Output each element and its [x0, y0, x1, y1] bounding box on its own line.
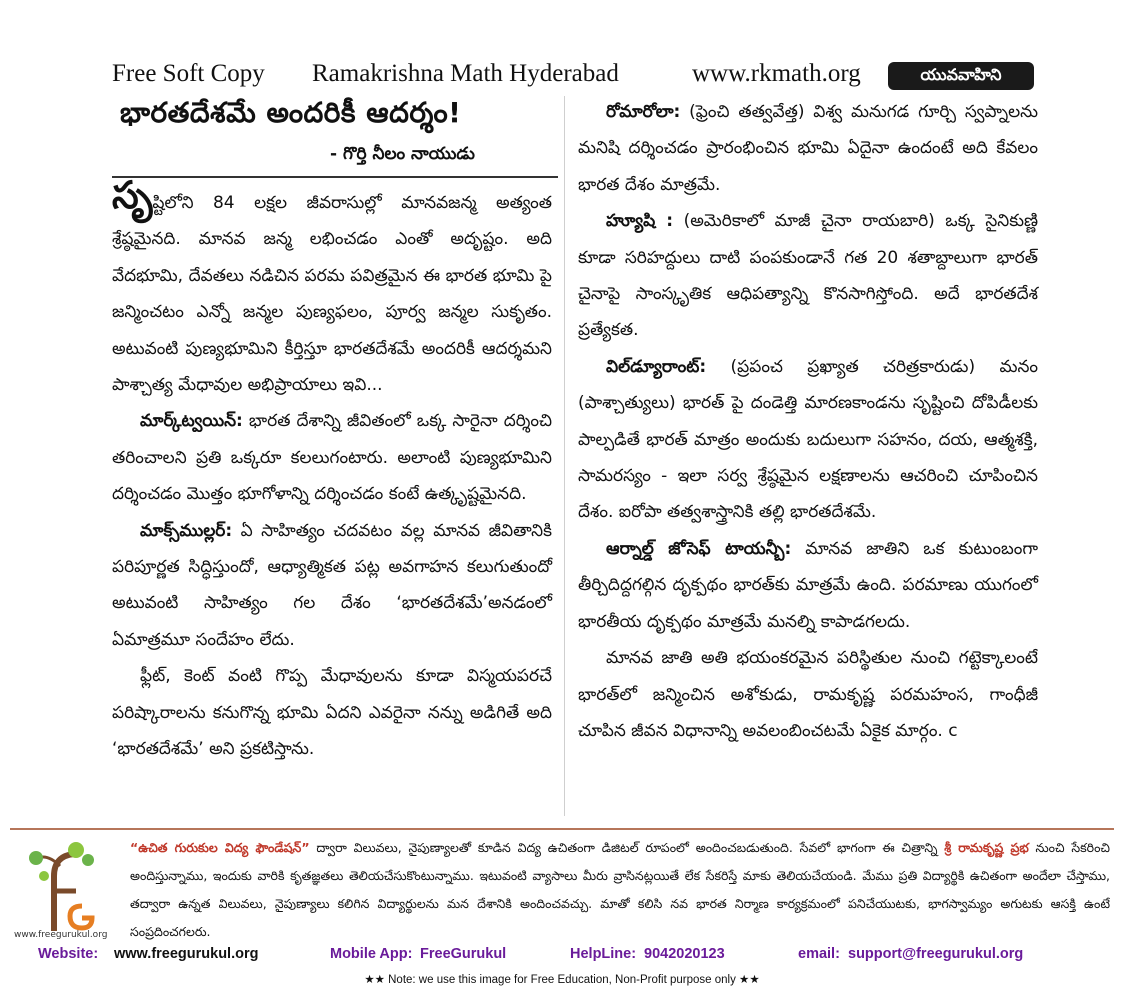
title-divider — [112, 176, 558, 178]
app-link[interactable]: FreeGurukul — [420, 946, 507, 962]
column-divider — [564, 96, 565, 816]
email-link[interactable]: support@freegurukul.org — [848, 946, 1024, 962]
paragraph-max-muller: మాక్స్‌ముల్లర్: ఏ సాహిత్యం చదవటం వల్ల మానవ జీవితానికి పరిపూర్ణత సిద్ధిస్తుందో, ఆధ్యాత్మికత పట్ల అవగాహన కలుగుతుందో అటువంటి సాహిత్యం గల దేశం ‘భారతదేశమే’అనడంలో ఏమాత్రమూ సందేహం లేదు. — [112, 520, 552, 650]
email-label: email: — [798, 946, 840, 962]
header-free-soft-copy: Free Soft Copy — [112, 60, 265, 87]
contact-bar — [0, 946, 1124, 970]
paragraph-intro: సృష్టిలోని 84 లక్షల జీవరాసుల్లో మానవజన్మ అత్యంత శ్రేష్ఠమైనది. మానవ జన్మ లభించడం ఎంతో అదృష్టం. అది వేదభూమి, దేవతలు నడిచిన పరమ పవిత్రమైన ఈ భారత భూమి పై జన్మించటం ఎన్నో జన్మల పుణ్యఫలం, పూర్వ జన్మల సుకృతం. అటువంటి పుణ్యభూమిని కీర్తిస్తూ భారతదేశమే అందరికీ ఆదర్శమని పాశ్చాత్య మేధావుల అభిప్రాయాలు ఇవి... — [112, 173, 552, 396]
header-url[interactable]: www.rkmath.org — [692, 60, 861, 87]
paragraph-hu-shih: హ్యూషి : (అమెరికాలో మాజీ చైనా రాయబారి) ఒక్క సైనికుణ్ణి కూడా సరిహద్దులు దాటి పంపకుండానే గత 20 శతాబ్దాలుగా భారత్ చైనాపై సాంస్కృతిక ఆధిపత్యాన్ని కొనసాగిస్తోంది. అదే భారతదేశ ప్రత్యేకత. — [578, 211, 1038, 341]
helpline-number[interactable]: 9042020123 — [644, 946, 725, 962]
source-name: శ్రీ రామకృష్ణ ప్రభ — [944, 840, 1029, 855]
website-label: Website: — [38, 946, 99, 962]
article-left-column — [112, 173, 552, 768]
article-right-column — [578, 94, 1038, 749]
section-badge: యువవాహిని — [888, 62, 1034, 90]
quote-name: రోమారోలా: — [606, 102, 681, 122]
article-title: భారతదేశమే అందరికీ ఆదర్శం! — [120, 96, 462, 129]
paragraph-romain-rolland: రోమారోలా: (ఫ్రెంచి తత్వవేత్త) విశ్వ మనుగడ గూర్చి స్వప్నాలను మనిషి దర్శించడం ప్రారంభించిన భూమి ఏదైనా ఉందంటే అది కేవలం భారత దేశం మాత్రమే. — [578, 102, 1038, 195]
foundation-name: “ఉచిత గురుకుల విద్య ఫౌండేషన్” — [130, 840, 310, 855]
article-author: - గొర్తి నీలం నాయుడు — [330, 144, 475, 164]
page-header — [0, 58, 1124, 92]
paragraph-mark-twain: మార్క్‌ట్వయిన్: భారత దేశాన్ని జీవితంలో ఒక్క సారైనా దర్శించి తరించాలని ప్రతి ఒక్కరూ కలలుగంటారు. అలాంటి పుణ్యభూమిని దర్శించడం మొత్తం భూగోళాన్ని దర్శించడం కంటే ఉత్కృష్టమైనది. — [112, 411, 552, 505]
quote-name: మాక్స్‌ముల్లర్: — [140, 520, 233, 541]
header-org-name: Ramakrishna Math Hyderabad — [312, 60, 619, 87]
website-link[interactable]: www.freegurukul.org — [114, 946, 259, 962]
footer-divider — [10, 828, 1114, 830]
quote-name: హ్యూషి : — [606, 211, 674, 232]
usage-note: ★★ Note: we use this image for Free Education, Non-Profit purpose only ★★ — [364, 974, 760, 986]
helpline-label: HelpLine: — [570, 946, 637, 962]
paragraph-fleet-kent: ఫ్లీట్, కెంట్ వంటి గొప్ప మేధావులను కూడా విస్మయపరచే పరిష్కారాలను కనుగొన్న భూమి ఏదని ఎవరైనా నన్ను అడిగితే అది ‘భారతదేశమే’ అని ప్రకటిస్తాను. — [112, 666, 552, 760]
foundation-notice: “ఉచిత గురుకుల విద్య ఫౌండేషన్” ద్వారా విలువలు, నైపుణ్యాలతో కూడిన విద్య ఉచితంగా డిజిటల్ రూపంలో అందించబడుతుంది. సేవలో భాగంగా ఈ చిత్రాన్ని శ్రీ రామకృష్ణ ప్రభ నుంచి సేకరించి అందిస్తున్నాము, ఇందుకు వారికి కృతజ్ఞతలు తెలియచేసుకొంటున్నాము. ఇటువంటి వ్యాసాలు మీరు వ్రాసినట్లయితే లేక సేకరిస్తే మాకు తెలియచేయండి. మేము ప్రతి విద్యార్థికి ఉచితంగా అందేలా చేస్తాము, తద్వారా ఉన్నత విలువలు, నైపుణ్యాలు కలిగిన విద్యార్థులను మన దేశానికి అందించవచ్చు. మాతో కలిసి నవ భారత నిర్మాణ కార్యక్రమంలో పనిచేయుటకు, భాగస్వామ్యం అగుటకు ఆసక్తి ఉంటే సంప్రదించగలరు. — [130, 840, 1110, 939]
paragraph-conclusion: మానవ జాతి అతి భయంకరమైన పరిస్థితుల నుంచి గట్టెక్కాలంటే భారత్‌లో జన్మించిన అశోకుడు, రామకృష్ణ పరమహంస, గాంధీజీ చూపిన జీవన విధానాన్ని అవలంబించటమే ఏకైక మార్గం. c — [578, 648, 1038, 741]
quote-name: ఆర్నాల్డ్ జోసెఫ్ టాయన్బీ: — [606, 538, 792, 559]
quote-name: విల్‌డ్యూరాంట్: — [606, 356, 707, 377]
logo-url: www.freegurukul.org — [14, 930, 108, 940]
drop-cap: సృ — [112, 173, 153, 217]
paragraph-will-durant: విల్‌డ్యూరాంట్: (ప్రపంచ ప్రఖ్యాత చరిత్రకారుడు) మనం (పాశ్చాత్యులు) భారత్ పై దండెత్తి మారణకాండను సృష్టించి దోపిడీలకు పాల్పడితే భారత్ మాత్రం అందుకు బదులుగా సహనం, దయ, ఆత్మశక్తి, సామరస్యం - ఇలా సర్వ శ్రేష్ఠమైన లక్షణాలను ఆచరించి చూపించిన దేశం. ఐరోపా తత్వశాస్త్రానికి తల్లి భారతదేశమే. — [578, 356, 1038, 523]
quote-name: మార్క్‌ట్వయిన్: — [140, 411, 243, 432]
paragraph-toynbee: ఆర్నాల్డ్ జోసెఫ్ టాయన్బీ: మానవ జాతిని ఒక కుటుంబంగా తీర్చిదిద్దగల్గిన దృక్పథం భారత్‌కు మాత్రమే ఉంది. పరమాణు యుగంలో భారతీయ దృక్పథం మాత్రమే మనల్ని కాపాడగలదు. — [578, 538, 1038, 632]
app-label: Mobile App: — [330, 946, 413, 962]
